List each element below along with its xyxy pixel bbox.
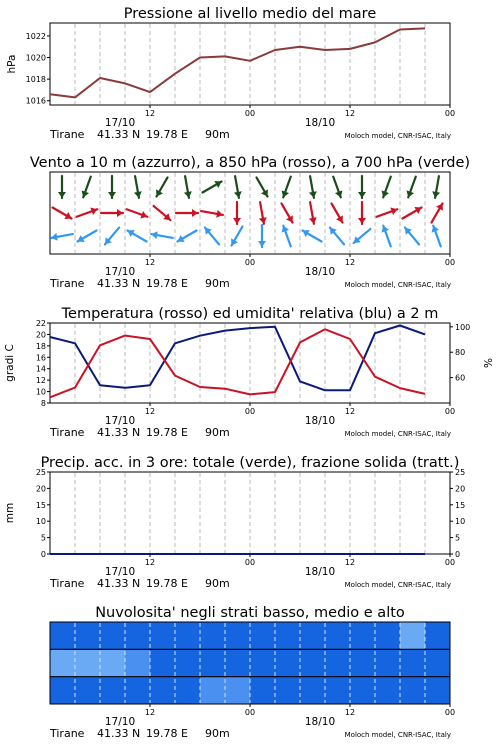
x-tick-label: 12 [144, 558, 156, 567]
panel-title: Vento a 10 m (azzurro), a 850 hPa (rosso), a 700 hPa (verde) [29, 155, 471, 171]
y-tick-label: 10 [35, 387, 46, 397]
cloud-cell [275, 622, 300, 649]
wind-700-arrow [82, 177, 91, 198]
wind-850-arrow [101, 209, 123, 217]
cloud-cell [125, 622, 150, 649]
panel-wind [30, 155, 470, 290]
wind-850-arrow [259, 202, 267, 224]
wind-850-arrow [154, 206, 171, 220]
lon-label: 19.78 E [146, 426, 188, 439]
cloud-cell [100, 677, 125, 704]
panel-temperature-humidity [4, 306, 495, 439]
wind-850-arrow [309, 202, 317, 224]
wind-700-arrow [382, 177, 391, 198]
cloud-cell [400, 622, 425, 649]
y-tick-label-right: 0 [455, 550, 461, 559]
x-tick-label: 00 [244, 109, 256, 118]
wind-10m-arrow [105, 228, 119, 245]
arrow-head [358, 218, 366, 224]
x-tick-label: 12 [144, 708, 156, 717]
wind-10m-arrow [151, 231, 173, 239]
x-tick-label: 00 [244, 258, 256, 267]
wind-700-arrow [108, 176, 116, 198]
panel-title: Pressione al livello medio del mare [123, 6, 377, 22]
lon-label: 19.78 E [146, 727, 188, 740]
cloud-cell [350, 649, 375, 676]
date-label: 18/10 [304, 415, 336, 427]
x-tick-label: 12 [344, 407, 356, 416]
wind-700-arrow [134, 176, 142, 198]
cloud-cell [100, 622, 125, 649]
y-tick-label: 1022 [25, 31, 46, 41]
y-axis-label: hPa [6, 54, 18, 74]
y-axis-label: mm [4, 502, 16, 524]
wind-10m-arrow [51, 233, 73, 241]
cloud-cell [200, 649, 225, 676]
arrow-head [108, 192, 116, 198]
wind-850-arrow [377, 208, 398, 217]
cloud-cell [150, 622, 175, 649]
wind-850-arrow [127, 209, 148, 218]
x-tick-label: 00 [444, 109, 456, 118]
model-label: Moloch model, CNR-ISAC, Italy [344, 581, 451, 589]
wind-10m-arrow [302, 230, 321, 241]
location-label: Tirane [50, 277, 85, 290]
cloud-cell [100, 649, 125, 676]
cloud-cell [125, 649, 150, 676]
y-tick-label: 1020 [25, 53, 46, 63]
x-tick-label: 00 [444, 258, 456, 267]
wind-10m-arrow [330, 228, 344, 245]
x-tick-label: 00 [244, 407, 256, 416]
x-tick-label: 12 [344, 708, 356, 717]
cloud-cell [50, 622, 75, 649]
cloud-cell [325, 622, 350, 649]
wind-700-arrow [58, 176, 66, 198]
cloud-cell [425, 677, 450, 704]
lat-label: 41.33 N [97, 128, 141, 141]
wind-10m-arrow [127, 230, 146, 241]
lon-label: 19.78 E [146, 577, 188, 590]
elevation-label: 90m [205, 577, 230, 590]
y-axis-label-right: % [483, 358, 495, 368]
arrow-head [233, 218, 241, 224]
cloud-cell [175, 622, 200, 649]
arrow-head [58, 192, 66, 198]
wind-10m-arrow [405, 228, 419, 245]
cloud-cell [75, 622, 100, 649]
date-label: 18/10 [304, 266, 336, 278]
cloud-cell [150, 649, 175, 676]
y-tick-label-right: 60 [455, 373, 466, 383]
elevation-label: 90m [205, 277, 230, 290]
cloud-cell [400, 677, 425, 704]
wind-850-arrow [432, 203, 443, 222]
x-tick-label: 00 [244, 708, 256, 717]
wind-700-arrow [156, 177, 167, 196]
y-tick-label: 10 [35, 517, 46, 527]
arrow-head [258, 241, 266, 247]
x-tick-label: 00 [244, 558, 256, 567]
cloud-cell [325, 677, 350, 704]
wind-850-arrow [402, 207, 421, 218]
cloud-cell [375, 649, 400, 676]
x-tick-label: 12 [144, 109, 156, 118]
y-tick-label-right: 25 [455, 468, 466, 477]
date-label: 17/10 [104, 117, 136, 129]
wind-850-arrow [52, 208, 71, 219]
x-tick-label: 12 [144, 407, 156, 416]
cloud-cell [375, 677, 400, 704]
lon-label: 19.78 E [146, 277, 188, 290]
model-label: Moloch model, CNR-ISAC, Italy [344, 731, 451, 739]
y-tick-label-right: 20 [455, 484, 466, 494]
location-label: Tirane [50, 128, 85, 141]
date-label: 17/10 [104, 266, 136, 278]
x-tick-label: 12 [344, 109, 356, 118]
wind-700-arrow [184, 176, 192, 198]
arrow-head [117, 209, 123, 217]
cloud-cell [250, 677, 275, 704]
y-tick-label: 18 [35, 341, 46, 351]
wind-850-arrow [233, 202, 241, 224]
y-tick-label: 20 [35, 330, 46, 340]
cloud-cell [125, 677, 150, 704]
y-tick-label: 1018 [25, 75, 46, 85]
date-label: 18/10 [304, 117, 336, 129]
lat-label: 41.33 N [97, 426, 141, 439]
cloud-cell [225, 622, 250, 649]
cloud-cell [175, 677, 200, 704]
cloud-cell [150, 677, 175, 704]
cloud-cell [350, 622, 375, 649]
y-axis-label: gradi C [4, 344, 16, 382]
cloud-cell [50, 649, 75, 676]
panel-title: Nuvolosita' negli strati basso, medio e alto [95, 605, 405, 621]
y-tick-label: 16 [35, 353, 46, 363]
cloud-cell [175, 649, 200, 676]
panel-title: Precip. acc. in 3 ore: totale (verde), frazione solida (tratt.) [40, 455, 460, 471]
wind-10m-arrow [382, 226, 391, 247]
cloud-cell [75, 677, 100, 704]
y-tick-label-right: 80 [455, 348, 466, 358]
y-tick-label-right: 15 [455, 500, 466, 510]
temperature-line [50, 329, 425, 397]
elevation-label: 90m [205, 128, 230, 141]
plot-frame [50, 472, 450, 554]
cloud-cell [375, 622, 400, 649]
x-tick-label: 00 [444, 558, 456, 567]
wind-850-arrow [201, 210, 223, 218]
cloud-cell [325, 649, 350, 676]
cloud-cell [75, 649, 100, 676]
cloud-cell [400, 649, 425, 676]
y-tick-label-right: 100 [455, 322, 471, 332]
cloud-cell [425, 622, 450, 649]
cloud-cell [50, 677, 75, 704]
wind-10m-arrow [282, 226, 291, 247]
humidity-line [50, 326, 425, 391]
wind-700-arrow [234, 176, 242, 198]
arrow-head [192, 209, 198, 217]
date-label: 17/10 [104, 415, 136, 427]
elevation-label: 90m [205, 727, 230, 740]
y-tick-label: 12 [35, 376, 46, 386]
y-tick-label: 5 [40, 533, 46, 543]
wind-850-arrow [77, 208, 98, 217]
wind-700-arrow [309, 176, 317, 198]
wind-700-arrow [202, 181, 221, 192]
location-label: Tirane [50, 727, 85, 740]
wind-10m-arrow [258, 225, 266, 247]
wind-700-arrow [358, 176, 366, 198]
location-label: Tirane [50, 577, 85, 590]
date-label: 17/10 [104, 566, 136, 578]
panel-title: Temperatura (rosso) ed umidita' relativa (blu) a 2 m [61, 306, 439, 322]
cloud-cell [250, 649, 275, 676]
model-label: Moloch model, CNR-ISAC, Italy [344, 132, 451, 140]
arrow-head [358, 192, 366, 198]
y-tick-label: 15 [35, 500, 46, 510]
wind-700-arrow [333, 177, 342, 198]
wind-700-arrow [257, 177, 268, 196]
x-tick-label: 00 [444, 708, 456, 717]
cloud-cell [300, 649, 325, 676]
wind-700-arrow [282, 177, 291, 198]
wind-10m-arrow [231, 226, 242, 245]
lat-label: 41.33 N [97, 577, 141, 590]
y-tick-label: 20 [35, 484, 46, 494]
model-label: Moloch model, CNR-ISAC, Italy [344, 281, 451, 289]
wind-700-arrow [407, 177, 416, 198]
cloud-cell [200, 677, 225, 704]
wind-850-arrow [358, 202, 366, 224]
lon-label: 19.78 E [146, 128, 188, 141]
cloud-cell [200, 622, 225, 649]
y-tick-label: 0 [40, 550, 46, 559]
model-label: Moloch model, CNR-ISAC, Italy [344, 430, 451, 438]
y-tick-label: 1016 [25, 96, 46, 106]
wind-10m-arrow [432, 226, 441, 247]
cloud-cell [350, 677, 375, 704]
y-tick-label: 22 [35, 319, 46, 328]
y-tick-label: 8 [40, 399, 46, 408]
cloud-cell [225, 649, 250, 676]
date-label: 17/10 [104, 716, 136, 728]
date-label: 18/10 [304, 566, 336, 578]
elevation-label: 90m [205, 426, 230, 439]
panel-pressure [6, 6, 455, 141]
location-label: Tirane [50, 426, 85, 439]
cloud-cell [300, 677, 325, 704]
wind-850-arrow [332, 203, 343, 222]
wind-850-arrow [282, 203, 293, 222]
cloud-cell [425, 649, 450, 676]
wind-850-arrow [176, 209, 198, 217]
y-tick-label-right: 10 [455, 517, 466, 527]
cloud-cell [300, 622, 325, 649]
lat-label: 41.33 N [97, 277, 141, 290]
wind-10m-arrow [205, 228, 219, 245]
wind-10m-arrow [354, 229, 371, 243]
cloud-cell [225, 677, 250, 704]
date-label: 18/10 [304, 716, 336, 728]
x-tick-label: 12 [344, 258, 356, 267]
wind-700-arrow [432, 176, 440, 198]
x-tick-label: 12 [144, 258, 156, 267]
cloud-cell [275, 649, 300, 676]
y-tick-label: 25 [35, 468, 46, 477]
panel-precipitation [4, 455, 465, 590]
pressure-line [50, 28, 425, 97]
lat-label: 41.33 N [97, 727, 141, 740]
panel-cloud-cover [49, 605, 455, 740]
y-tick-label: 14 [35, 364, 46, 374]
x-tick-label: 00 [444, 407, 456, 416]
wind-10m-arrow [77, 231, 96, 242]
cloud-cell [250, 622, 275, 649]
wind-10m-arrow [177, 231, 196, 242]
cloud-cell [275, 677, 300, 704]
x-tick-label: 12 [344, 558, 356, 567]
y-tick-label-right: 5 [455, 533, 461, 543]
